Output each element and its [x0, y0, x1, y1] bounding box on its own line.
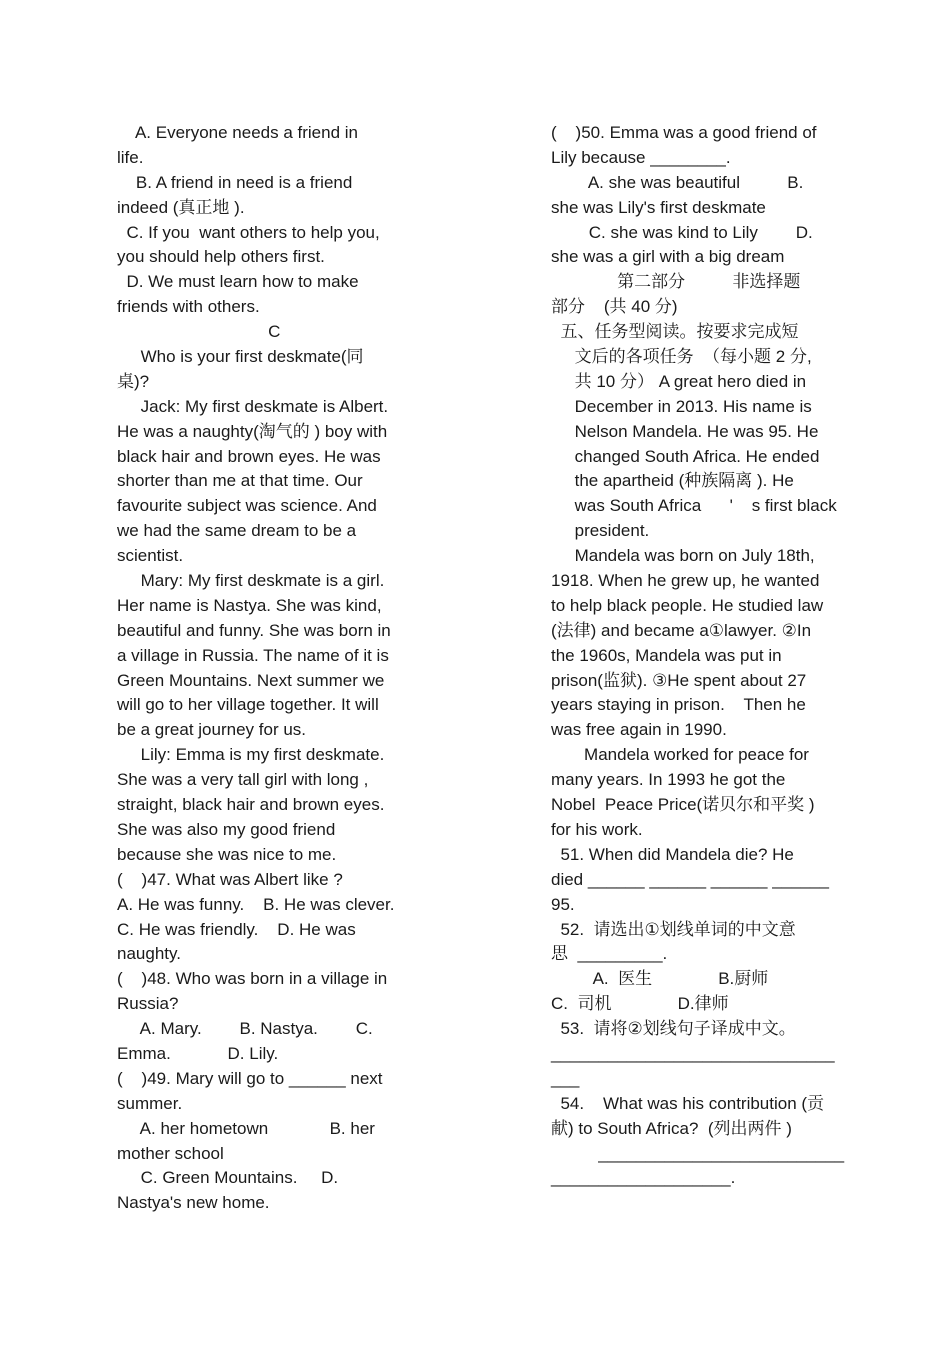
- right-column: [551, 121, 856, 1191]
- right-text-line: died ______ ______ ______ ______: [551, 869, 829, 889]
- left-text-line: Russia?: [117, 994, 179, 1014]
- left-text-line: She was a very tall girl with long ,: [117, 770, 369, 790]
- right-text-line: 54. What was his contribution (贡: [551, 1093, 825, 1113]
- left-text-line: because she was nice to me.: [117, 844, 337, 864]
- right-text-line: 部分 (共 40 分): [551, 297, 678, 317]
- left-text-line: we had the same dream to be a: [117, 521, 357, 541]
- right-text-line: A. 医生 B.厨师: [551, 969, 769, 989]
- left-text-line: ( )49. Mary will go to ______ next: [117, 1068, 383, 1088]
- left-text-line: shorter than me at that time. Our: [117, 471, 363, 491]
- left-text-line: Nastya's new home.: [117, 1193, 270, 1213]
- right-text-line: ___________________.: [551, 1168, 736, 1188]
- right-text-line: 53. 请将②划线句子译成中文。: [551, 1019, 796, 1039]
- right-text-line: ( )50. Emma was a good friend of: [551, 123, 817, 142]
- left-text-line: a village in Russia. The name of it is: [117, 645, 389, 665]
- left-text-line: Mary: My first deskmate is a girl.: [117, 571, 385, 591]
- right-text-line: was South Africa ' s first black: [551, 496, 837, 516]
- left-text-line: beautiful and funny. She was born in: [117, 620, 391, 640]
- right-text-line: 1918. When he grew up, he wanted: [551, 571, 820, 591]
- right-text-line: A. she was beautiful B.: [551, 172, 804, 192]
- left-text-line: life.: [117, 147, 144, 167]
- left-text-line: favourite subject was science. And: [117, 496, 377, 516]
- right-text-line: 文后的各项任务 （每小题 2 分,: [551, 347, 812, 367]
- right-text-line: president.: [551, 521, 650, 541]
- right-text-line: C. she was kind to Lily D.: [551, 222, 813, 242]
- left-text-line: A. He was funny. B. He was clever.: [117, 894, 395, 914]
- right-text-line: prison(监狱). ③He spent about 27: [551, 670, 807, 690]
- left-text-line: friends with others.: [117, 297, 260, 317]
- left-text-line: indeed (真正地 ).: [117, 197, 245, 217]
- right-text-line: Lily because ________.: [551, 147, 731, 167]
- left-text-line: Jack: My first deskmate is Albert.: [117, 396, 389, 416]
- left-text-line: She was also my good friend: [117, 819, 336, 839]
- left-text-line: 桌)?: [117, 371, 150, 391]
- left-text-line: D. We must learn how to make: [117, 272, 359, 292]
- left-text-line: A. Mary. B. Nastya. C.: [117, 1019, 373, 1039]
- left-text-line: Lily: Emma is my first deskmate.: [117, 745, 385, 765]
- right-text-line: years staying in prison. Then he: [551, 695, 806, 715]
- left-text-line: C. He was friendly. D. He was: [117, 919, 356, 939]
- right-text-line: Nelson Mandela. He was 95. He: [551, 421, 819, 441]
- right-text-line: she was a girl with a big dream: [551, 247, 785, 267]
- left-text-line: black hair and brown eyes. He was: [117, 446, 381, 466]
- left-text-line: A. her hometown B. her: [117, 1118, 375, 1138]
- right-text-line: Mandela was born on July 18th,: [551, 546, 815, 566]
- right-text-line: 献) to South Africa? (列出两件 ): [551, 1118, 792, 1138]
- left-text-line: summer.: [117, 1093, 183, 1113]
- left-text-line: mother school: [117, 1143, 224, 1163]
- left-text-line: Who is your first deskmate(同: [117, 347, 364, 367]
- left-text-line: scientist.: [117, 546, 184, 566]
- right-text-line: ______________________________: [551, 1043, 835, 1063]
- right-text-line: 第二部分 非选择题: [551, 272, 801, 292]
- left-text-line: straight, black hair and brown eyes.: [117, 795, 385, 815]
- right-text-line: was free again in 1990.: [551, 720, 727, 740]
- left-text-line: C: [117, 322, 281, 342]
- right-text-line: __________________________: [551, 1143, 845, 1163]
- left-text-line: naughty.: [117, 944, 181, 964]
- left-text-line: C. If you want others to help you,: [117, 222, 380, 242]
- right-text-line: for his work.: [551, 819, 643, 839]
- right-text-line: she was Lily's first deskmate: [551, 197, 766, 217]
- left-text-line: Green Mountains. Next summer we: [117, 670, 385, 690]
- right-text-line: the 1960s, Mandela was put in: [551, 645, 782, 665]
- right-text-line: C. 司机 D.律师: [551, 994, 729, 1014]
- right-text-line: 52. 请选出①划线单词的中文意: [551, 919, 796, 939]
- right-text-line: the apartheid (种族隔离 ). He: [551, 471, 794, 491]
- left-text-line: B. A friend in need is a friend: [117, 172, 353, 192]
- right-text-line: to help black people. He studied law: [551, 595, 824, 615]
- right-text-line: 五、任务型阅读。按要求完成短: [551, 322, 799, 342]
- right-text-line: changed South Africa. He ended: [551, 446, 820, 466]
- left-text-line: C. Green Mountains. D.: [117, 1168, 339, 1188]
- right-text-line: 51. When did Mandela die? He: [551, 844, 794, 864]
- right-text-line: (法律) and became a①lawyer. ②In: [551, 620, 812, 640]
- left-text-line: A. Everyone needs a friend in: [117, 123, 358, 142]
- left-text-line: ( )48. Who was born in a village in: [117, 969, 388, 989]
- left-column: [117, 121, 417, 1216]
- right-text-line: ___: [551, 1068, 580, 1088]
- left-text-line: Emma. D. Lily.: [117, 1043, 279, 1063]
- right-text-line: Mandela worked for peace for: [551, 745, 809, 765]
- right-text-line: Nobel Peace Price(诺贝尔和平奖 ): [551, 795, 815, 815]
- left-text-line: will go to her village together. It will: [117, 695, 379, 715]
- right-text-line: 思 _________.: [551, 944, 668, 964]
- right-text-line: 共 10 分） A great hero died in: [551, 371, 807, 391]
- left-text-line: He was a naughty(淘气的 ) boy with: [117, 421, 388, 441]
- left-text-line: be a great journey for us.: [117, 720, 307, 740]
- left-text-line: you should help others first.: [117, 247, 325, 267]
- left-text-line: ( )47. What was Albert like ?: [117, 869, 343, 889]
- right-text-line: many years. In 1993 he got the: [551, 770, 786, 790]
- left-text-line: Her name is Nastya. She was kind,: [117, 595, 382, 615]
- right-text-line: December in 2013. His name is: [551, 396, 812, 416]
- right-text-line: 95.: [551, 894, 575, 914]
